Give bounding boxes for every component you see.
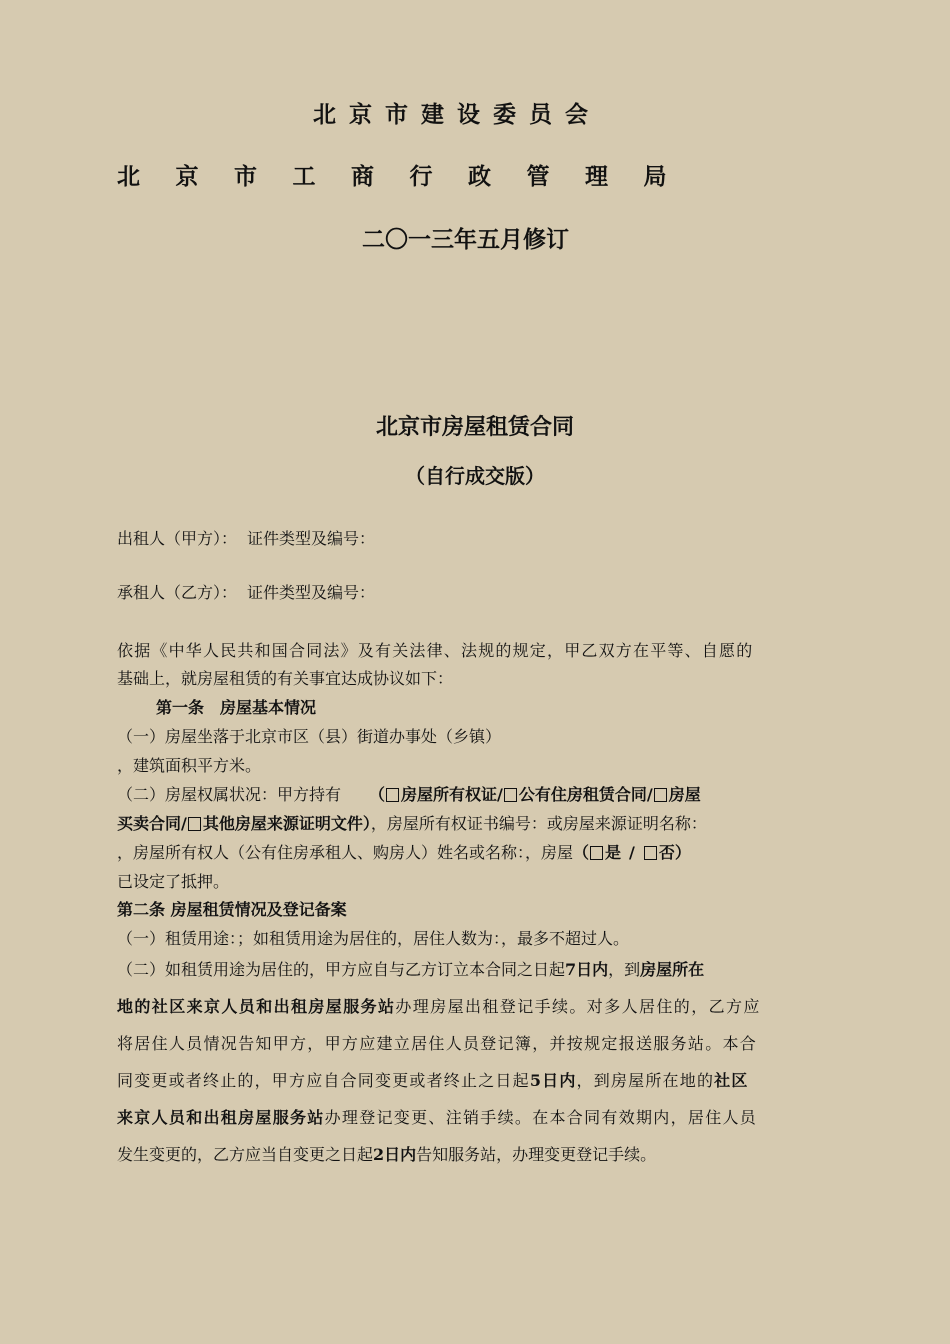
checkbox-mortgage-no[interactable] <box>644 846 657 860</box>
article-2-para-1: （一）租赁用途：；如租赁用途为居住的，居住人数为：，最多不超过人。 <box>117 929 630 948</box>
article-2-para-2-line-4: 同变更或者终止的，甲方应自合同变更或者终止之日起5日内，到房屋所在地的社区 <box>117 1071 749 1090</box>
lessee-line <box>117 585 375 601</box>
article-1-para-2-line-2 <box>117 816 707 832</box>
checkbox-other-proof[interactable] <box>188 817 201 831</box>
checkbox-purchase-contract[interactable] <box>654 788 667 802</box>
issuer-construction-committee: 北京市建设委员会 <box>313 101 601 128</box>
lessor-label: 出租人（甲方）： <box>117 529 238 548</box>
article-2-para-2-line-2: 地的社区来京人员和出租房屋服务站办理房屋出租登记手续。对多人居住的，乙方应 <box>117 997 761 1016</box>
article-2-para-2-line-6: 发生变更的，乙方应当自变更之日起2日内告知服务站，办理变更登记手续。 <box>117 1145 657 1164</box>
article-1-para-1-line-2: ，建筑面积平方米。 <box>117 756 262 775</box>
option-other-proof: 其他房屋来源证明文件） <box>202 814 371 833</box>
preamble-line-1: 依据《中华人民共和国合同法》及有关法律、法规的规定，甲乙双方在平等、自愿的 <box>117 641 754 660</box>
lessee-id-label: 证件类型及编号： <box>247 583 376 602</box>
article-1-heading: 第一条 房屋基本情况 <box>156 698 317 717</box>
article-1-para-1-line-1: （一）房屋坐落于北京市区（县）街道办事处（乡镇） <box>117 727 502 746</box>
issuer-industry-commerce-bureau: 北京市工商行政管理局 <box>117 163 702 190</box>
option-purchase-contract-a: 房屋 <box>668 785 701 804</box>
ownership-prefix: （二）房屋权属状况：甲方持有 <box>117 785 342 804</box>
article-2-para-2-line-1: （二）如租赁用途为居住的，甲方应自与乙方订立本合同之日起7日内，到房屋所在 <box>117 960 705 979</box>
checkbox-public-lease[interactable] <box>504 788 517 802</box>
option-purchase-contract-b: 买卖合同/ <box>117 814 187 833</box>
lessee-label: 承租人（乙方）： <box>117 583 238 602</box>
article-1-para-2-line-3: ，房屋所有权人（公有住房承租人、购房人）姓名或名称：，房屋（ 是 / 否） <box>117 843 691 862</box>
lessor-line <box>117 531 375 547</box>
checkbox-ownership-cert[interactable] <box>386 788 399 802</box>
option-no: 否） <box>658 843 691 862</box>
option-public-lease: 公有住房租赁合同/ <box>518 785 653 804</box>
revision-date: 二〇一三年五月修订 <box>362 226 569 253</box>
cert-number-label: ，房屋所有权证书编号：或房屋来源证明名称： <box>370 814 707 833</box>
lessor-id-label: 证件类型及编号： <box>247 529 376 548</box>
contract-subtitle: （自行成交版） <box>405 464 545 488</box>
contract-title: 北京市房屋租赁合同 <box>375 414 574 440</box>
option-yes: 是 <box>605 843 622 862</box>
article-2-para-2-line-5: 来京人员和出租房屋服务站办理登记变更、注销手续。在本合同有效期内，居住人员 <box>117 1108 758 1127</box>
article-2-heading: 第二条 房屋租赁情况及登记备案 <box>117 900 347 919</box>
option-ownership-cert: 房屋所有权证/ <box>401 785 503 804</box>
article-2-para-2-line-3: 将居住人员情况告知甲方，甲方应建立居住人员登记簿，并按规定报送服务站。本合 <box>117 1034 758 1053</box>
article-1-para-2-line-4: 已设定了抵押。 <box>117 872 230 891</box>
checkbox-mortgage-yes[interactable] <box>590 846 603 860</box>
owner-name-label: ，房屋所有权人（公有住房承租人、购房人）姓名或名称：，房屋 <box>117 843 574 862</box>
article-1-para-2-line-1: （二）房屋权属状况：甲方持有 （ 房屋所有权证/ 公有住房租赁合同/ 房屋 <box>117 785 701 804</box>
preamble-line-2: 基础上，就房屋租赁的有关事宜达成协议如下： <box>117 669 454 688</box>
